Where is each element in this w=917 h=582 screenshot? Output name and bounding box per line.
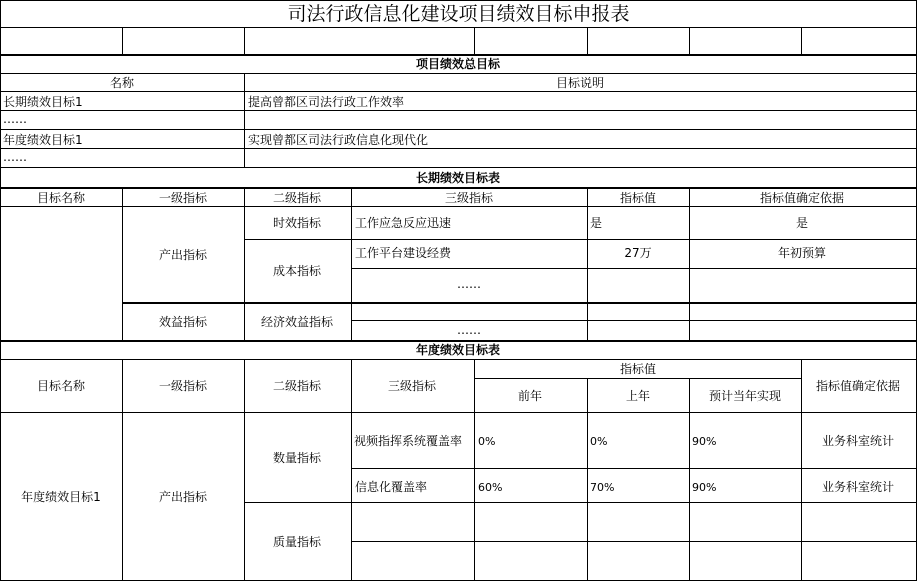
overall-row-name: ……	[3, 112, 27, 126]
grid-line	[0, 187, 917, 189]
grid-line	[474, 27, 475, 54]
grid-line	[351, 468, 917, 469]
an-header-level2: 二级指标	[272, 379, 322, 393]
grid-line	[474, 359, 475, 581]
an-expected: 90%	[692, 435, 717, 448]
grid-line	[244, 359, 245, 581]
overall-row-desc: 实现曾都区司法行政信息化现代化	[248, 133, 429, 147]
col-header-desc: 目标说明	[555, 76, 605, 90]
grid-line	[801, 27, 802, 54]
grid-line	[351, 541, 917, 542]
an-prev1: 0%	[590, 435, 608, 448]
lt-level3: 工作应急反应迅速	[355, 216, 452, 230]
border-top	[0, 0, 917, 1]
grid-line	[689, 27, 690, 54]
grid-line	[244, 187, 245, 341]
grid-line	[474, 378, 801, 379]
overall-row-name: ……	[3, 150, 27, 164]
lt-level2-cost: 成本指标	[272, 264, 322, 278]
overall-row-name: 年度绩效目标1	[3, 133, 83, 147]
grid-line	[0, 148, 917, 149]
border-bottom	[0, 580, 917, 581]
grid-line	[0, 206, 917, 207]
lt-value: 27万	[624, 246, 652, 260]
lt-header-value: 指标值	[619, 191, 657, 205]
an-level2-quantity: 数量指标	[272, 451, 322, 465]
lt-header-level1: 一级指标	[158, 191, 208, 205]
grid-line	[122, 359, 123, 581]
lt-basis: 年初预算	[777, 246, 827, 260]
grid-line	[351, 320, 917, 321]
an-header-value: 指标值	[619, 362, 657, 376]
lt-level3: ……	[457, 277, 481, 291]
overall-row-name: 长期绩效目标1	[3, 95, 83, 109]
grid-line	[801, 359, 802, 581]
grid-line	[0, 412, 917, 413]
an-level3: 信息化覆盖率	[355, 480, 428, 494]
grid-line	[0, 167, 917, 168]
grid-line	[244, 502, 917, 503]
an-prev2: 60%	[478, 481, 503, 494]
grid-line	[244, 73, 245, 168]
sheet-title: 司法行政信息化建设项目绩效目标申报表	[287, 3, 630, 25]
grid-line	[0, 359, 917, 360]
an-prev1: 70%	[590, 481, 615, 494]
grid-line	[587, 27, 588, 54]
lt-level3: ……	[457, 323, 481, 337]
an-subheader-expected: 预计当年实现	[708, 389, 782, 403]
grid-line	[244, 239, 917, 240]
lt-header-level3: 三级指标	[444, 191, 494, 205]
an-basis: 业务科室统计	[821, 480, 895, 494]
lt-level2-economic: 经济效益指标	[260, 315, 334, 329]
an-level2-quality: 质量指标	[272, 535, 322, 549]
an-prev2: 0%	[478, 435, 496, 448]
grid-line	[0, 129, 917, 130]
section-title-annual: 年度绩效目标表	[415, 343, 501, 357]
an-subheader-prev1: 上年	[625, 389, 651, 403]
grid-line	[351, 268, 917, 269]
grid-line	[351, 187, 352, 341]
lt-level1-benefit: 效益指标	[158, 315, 208, 329]
grid-line	[122, 187, 123, 341]
grid-line	[587, 187, 588, 341]
section-title-overall: 项目绩效总目标	[415, 57, 501, 71]
an-level1: 产出指标	[158, 490, 208, 504]
grid-line	[587, 378, 588, 581]
grid-line	[0, 340, 917, 342]
lt-level1-output: 产出指标	[158, 248, 208, 262]
an-header-goal-name: 目标名称	[36, 379, 86, 393]
an-goal-name: 年度绩效目标1	[21, 490, 101, 504]
overall-row-desc: 提高曾都区司法行政工作效率	[248, 95, 405, 109]
lt-basis: 是	[795, 216, 809, 230]
grid-line	[351, 359, 352, 581]
lt-level3: 工作平台建设经费	[355, 246, 452, 260]
grid-line	[122, 27, 123, 54]
grid-line	[689, 378, 690, 581]
an-expected: 90%	[692, 481, 717, 494]
an-subheader-prev2: 前年	[517, 389, 543, 403]
an-basis: 业务科室统计	[821, 434, 895, 448]
lt-header-level2: 二级指标	[272, 191, 322, 205]
grid-line	[122, 302, 917, 304]
an-header-level1: 一级指标	[158, 379, 208, 393]
lt-header-basis: 指标值确定依据	[759, 191, 845, 205]
grid-line	[0, 91, 917, 92]
grid-line	[0, 110, 917, 111]
lt-value: 是	[590, 216, 603, 230]
border-left	[0, 0, 1, 581]
grid-line	[244, 27, 245, 54]
lt-header-goal-name: 目标名称	[36, 191, 86, 205]
grid-line	[0, 54, 917, 56]
grid-line	[0, 27, 917, 28]
grid-line	[689, 187, 690, 341]
grid-line	[0, 73, 917, 74]
an-header-basis: 指标值确定依据	[815, 379, 901, 393]
an-level3: 视频指挥系统覆盖率	[354, 434, 463, 448]
an-header-level3: 三级指标	[387, 379, 437, 393]
col-header-name: 名称	[109, 76, 135, 90]
section-title-long-term: 长期绩效目标表	[415, 171, 501, 185]
lt-level2-timeliness: 时效指标	[272, 216, 322, 230]
